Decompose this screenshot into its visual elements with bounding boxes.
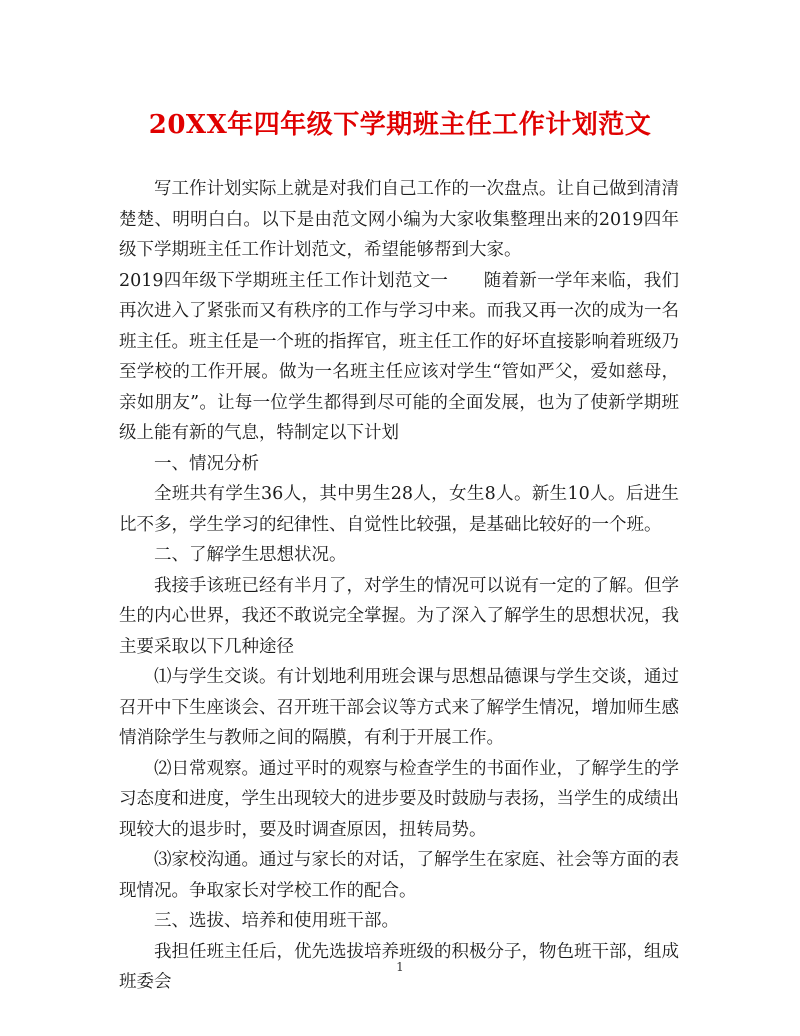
- cadres-paragraph: 我担任班主任后，优先选拔培养班级的积极分子，物色班干部，组成班委会: [119, 941, 679, 992]
- document-body: [119, 174, 679, 998]
- intro-paragraph: 写工作计划实际上就是对我们自己工作的一次盘点。让自己做到清清楚楚、明明白白。以下是由范文网小编为大家收集整理出来的2019四年级下学期班主任工作计划范文，希望能够帮到大家。: [119, 179, 679, 260]
- section-heading-understanding: 二、了解学生思想状况。: [154, 545, 347, 565]
- document-title: 20XX年四年级下学期班主任工作计划范文: [148, 110, 652, 140]
- method-observe-paragraph: ⑵日常观察。通过平时的观察与检查学生的书面作业，了解学生的学习态度和进度，学生出现较大的进步要及时鼓励与表扬，当学生的成绩出现较大的退步时，要及时调查原因，扭转局势。: [119, 758, 679, 840]
- section-heading-situation: 一、情况分析: [154, 453, 259, 474]
- situation-paragraph: 全班共有学生36人，其中男生28人，女生8人。新生10人。后进生比不多，学生学习的纪律性、自觉性比较强，是基础比较好的一个班。: [119, 484, 679, 535]
- method-home-school-paragraph: ⑶家校沟通。通过与家长的对话，了解学生在家庭、社会等方面的表现情况。争取家长对学校工作的配合。: [119, 850, 679, 901]
- method-talk-paragraph: ⑴与学生交谈。有计划地利用班会课与思想品德课与学生交谈，通过召开中下生座谈会、召开班干部会议等方式来了解学生情况，增加师生感情消除学生与教师之间的隔膜，有利于开展工作。: [119, 667, 679, 748]
- sample-one-paragraph: 2019四年级下学期班主任工作计划范文一 随着新一学年来临，我们再次进入了紧张而又有秩序的工作与学习中来。而我又再一次的成为一名班主任。班主任是一个班的指挥官，班主任工作的好坏直接影响着班级乃至学校的工作开展。做为一名班主任应该对学生“管如严父，爱如慈母，亲如朋友”。让每一位学生都得到尽可能的全面发展，也为了使新学期班级上能有新的气息，特制定以下计划: [119, 270, 679, 443]
- understanding-paragraph: 我接手该班已经有半月了，对学生的情况可以说有一定的了解。但学生的内心世界，我还不敢说完全掌握。为了深入了解学生的思想状况，我主要采取以下几种途径: [119, 575, 679, 657]
- page-number: 1: [396, 960, 404, 974]
- section-heading-cadres: 三、选拔、培养和使用班干部。: [154, 911, 399, 931]
